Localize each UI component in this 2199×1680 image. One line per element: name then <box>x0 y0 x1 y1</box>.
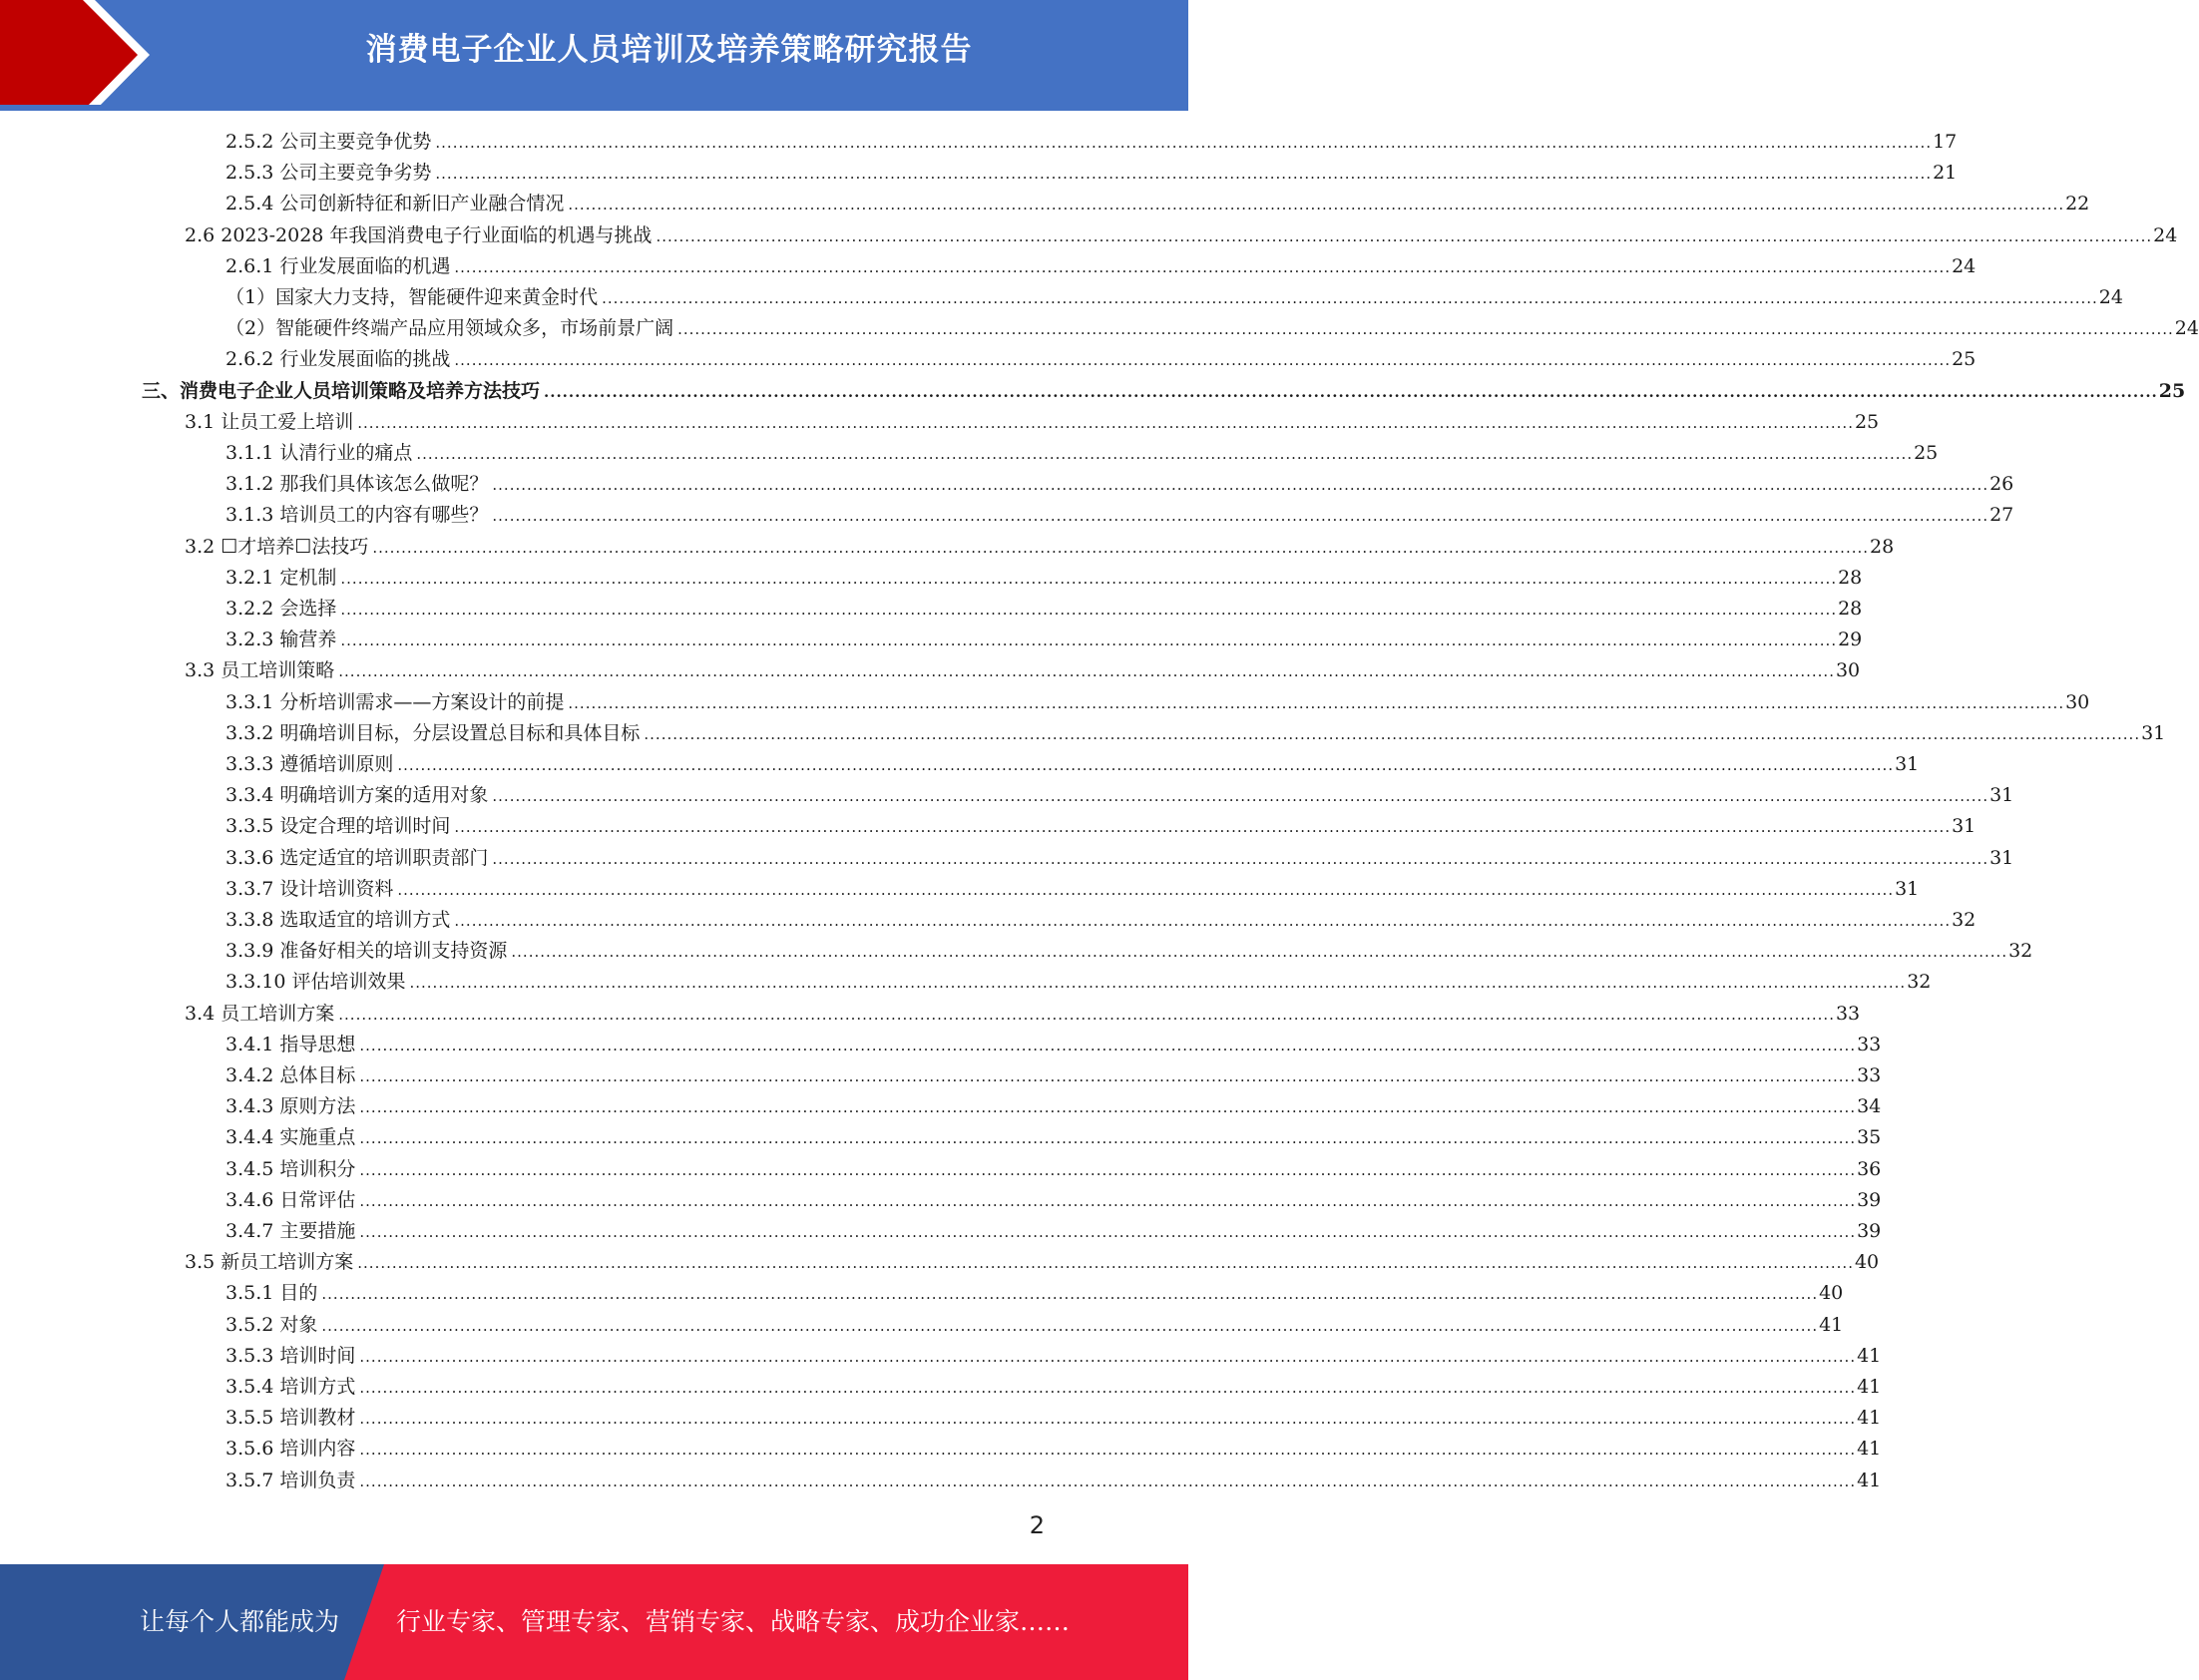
toc-dot-leader: .................................................................................................................................................................................................................................................................... <box>372 538 1870 557</box>
toc-entry-page: 24 <box>1952 254 1977 277</box>
toc-entry-page: 24 <box>2098 286 2123 308</box>
toc-entry-page: 31 <box>1989 846 2014 869</box>
toc-dot-leader: .................................................................................................................................................................................................................................................................... <box>568 196 2065 214</box>
toc-entry-label: 3.5.5 培训教材 <box>225 1407 356 1430</box>
document-title: 消费电子企业人员培训及培养策略研究报告 <box>365 32 973 68</box>
toc-entry-label: 3.5.2 对象 <box>225 1313 318 1336</box>
toc-entry[interactable] <box>225 438 1939 469</box>
toc-entry[interactable] <box>225 189 2090 219</box>
toc-dot-leader: .................................................................................................................................................................................................................................................................... <box>359 1379 1857 1397</box>
toc-entry-label: 2.6.1 行业发展面临的机遇 <box>225 254 451 277</box>
toc-entry[interactable] <box>225 344 1977 375</box>
toc-entry[interactable] <box>225 1341 1882 1372</box>
toc-entry-label: 3.2.3 输营养 <box>225 629 337 651</box>
toc-dot-leader: .................................................................................................................................................................................................................................................................... <box>338 662 1835 681</box>
toc-entry-label: 3.2.1 定机制 <box>225 566 337 589</box>
toc-dot-leader: .................................................................................................................................................................................................................................................................... <box>644 724 2141 743</box>
toc-entry[interactable] <box>225 1030 1882 1060</box>
toc-entry-page: 41 <box>1857 1438 1882 1461</box>
toc-entry[interactable] <box>225 1185 1882 1216</box>
toc-entry-label: （1）国家大力支持，智能硬件迎来黄金时代 <box>225 286 599 308</box>
toc-entry-page: 41 <box>1857 1407 1882 1430</box>
toc-entry-label: 3.3.8 选取适宜的培训方式 <box>225 909 451 931</box>
toc-entry-page: 33 <box>1835 1002 1861 1025</box>
toc-entry[interactable] <box>225 594 1863 625</box>
toc-entry-page: 24 <box>2153 223 2178 246</box>
toc-dot-leader: .................................................................................................................................................................................................................................................................... <box>359 1410 1857 1429</box>
toc-entry[interactable] <box>225 1216 1882 1247</box>
toc-entry[interactable] <box>225 967 1932 998</box>
toc-entry[interactable] <box>225 251 1977 282</box>
toc-entry-label: 3.1.1 认清行业的痛点 <box>225 442 413 464</box>
footer-banner <box>0 1564 1188 1680</box>
toc-entry[interactable] <box>225 749 1920 780</box>
toc-entry[interactable] <box>225 1278 1844 1309</box>
toc-entry[interactable] <box>225 1310 1844 1341</box>
toc-entry[interactable] <box>225 500 2014 531</box>
header-bottom-rule <box>0 105 1188 111</box>
toc-entry-label: 3.3.5 设定合理的培训时间 <box>225 815 451 838</box>
toc-entry[interactable] <box>225 313 2199 344</box>
toc-entry[interactable] <box>142 376 2186 407</box>
toc-entry[interactable] <box>225 625 1863 655</box>
toc-entry-page: 36 <box>1857 1157 1882 1180</box>
toc-entry-page: 40 <box>1819 1282 1844 1305</box>
toc-entry-page: 31 <box>1895 877 1920 900</box>
toc-entry[interactable] <box>225 843 2014 874</box>
toc-entry[interactable] <box>225 127 1958 158</box>
toc-dot-leader: .................................................................................................................................................................................................................................................................... <box>359 1098 1857 1117</box>
toc-dot-leader: .................................................................................................................................................................................................................................................................... <box>340 569 1838 588</box>
toc-entry-label: 3.4.5 培训积分 <box>225 1157 356 1180</box>
toc-entry[interactable] <box>225 469 2014 500</box>
toc-dot-leader: .................................................................................................................................................................................................................................................................... <box>359 1067 1857 1085</box>
toc-dot-leader: .................................................................................................................................................................................................................................................................... <box>359 1129 1857 1148</box>
toc-dot-leader: .................................................................................................................................................................................................................................................................... <box>454 351 1952 370</box>
toc-dot-leader: .................................................................................................................................................................................................................................................................... <box>416 445 1914 463</box>
toc-dot-leader: .................................................................................................................................................................................................................................................................... <box>492 787 1989 806</box>
toc-dot-leader: .................................................................................................................................................................................................................................................................... <box>340 601 1838 619</box>
toc-entry-label: 3.5.4 培训方式 <box>225 1376 356 1398</box>
toc-entry-page: 30 <box>2065 690 2090 713</box>
toc-dot-leader: .................................................................................................................................................................................................................................................................... <box>656 226 2153 245</box>
toc-entry-page: 32 <box>2008 940 2033 963</box>
toc-entry-page: 22 <box>2065 193 2090 215</box>
toc-dot-leader: .................................................................................................................................................................................................................................................................... <box>492 507 1989 526</box>
toc-entry[interactable] <box>225 1154 1882 1185</box>
toc-dot-leader: .................................................................................................................................................................................................................................................................... <box>357 413 1854 432</box>
toc-entry[interactable] <box>225 282 2123 313</box>
toc-entry[interactable] <box>225 718 2166 749</box>
toc-dot-leader: .................................................................................................................................................................................................................................................................... <box>357 1254 1854 1273</box>
toc-entry-label: 3.5.3 培训时间 <box>225 1344 356 1367</box>
footer-slogan-left: 让每个人都能成为 <box>140 1607 340 1636</box>
toc-entry-page: 33 <box>1857 1064 1882 1086</box>
toc-dot-leader: .................................................................................................................................................................................................................................................................... <box>492 476 1989 495</box>
toc-dot-leader: .................................................................................................................................................................................................................................................................... <box>359 1347 1857 1366</box>
toc-entry-label: 3.4.1 指导思想 <box>225 1033 356 1055</box>
toc-entry[interactable] <box>225 1434 1882 1465</box>
toc-entry[interactable] <box>225 1091 1882 1122</box>
toc-entry[interactable] <box>225 811 1977 842</box>
header-red-arrow <box>0 0 138 111</box>
toc-entry-page: 41 <box>1857 1376 1882 1398</box>
toc-dot-leader: .................................................................................................................................................................................................................................................................... <box>359 1471 1857 1490</box>
toc-entry-page: 41 <box>1857 1344 1882 1367</box>
toc-entry-page: 29 <box>1838 629 1863 651</box>
toc-dot-leader: .................................................................................................................................................................................................................................................................... <box>409 974 1907 993</box>
toc-dot-leader: .................................................................................................................................................................................................................................................................... <box>359 1223 1857 1241</box>
toc-entry[interactable] <box>225 1403 1882 1434</box>
toc-entry[interactable] <box>225 780 2014 811</box>
toc-entry-label: 3.5.7 培训负责 <box>225 1469 356 1491</box>
toc-dot-leader: .................................................................................................................................................................................................................................................................... <box>568 693 2065 712</box>
toc-entry-label: 2.5.3 公司主要竞争劣势 <box>225 162 432 185</box>
toc-entry-label: 3.2 ☐才培养☐法技巧 <box>185 535 369 558</box>
toc-entry-label: 3.3.1 分析培训需求——方案设计的前提 <box>225 690 565 713</box>
toc-dot-leader: .................................................................................................................................................................................................................................................................... <box>397 880 1895 899</box>
toc-entry[interactable] <box>185 220 2178 251</box>
toc-dot-leader: .................................................................................................................................................................................................................................................................... <box>359 1191 1857 1210</box>
toc-entry-label: 3.3.4 明确培训方案的适用对象 <box>225 784 489 807</box>
toc-dot-leader: .................................................................................................................................................................................................................................................................... <box>321 1316 1819 1335</box>
toc-entry-page: 41 <box>1857 1469 1882 1491</box>
toc-entry-page: 33 <box>1857 1033 1882 1055</box>
toc-entry[interactable] <box>225 158 1958 189</box>
header-banner <box>0 0 1188 111</box>
toc-entry[interactable] <box>185 532 1895 563</box>
toc-entry-page: 40 <box>1854 1251 1880 1274</box>
toc-entry-page: 28 <box>1870 535 1895 558</box>
toc-entry-label: 3.3 员工培训策略 <box>185 659 335 682</box>
toc-entry[interactable] <box>185 1247 1880 1278</box>
toc-entry[interactable] <box>225 874 1920 905</box>
toc-entry-page: 35 <box>1857 1126 1882 1149</box>
toc-dot-leader: .................................................................................................................................................................................................................................................................... <box>454 912 1952 930</box>
toc-entry-label: （2）智能硬件终端产品应用领域众多，市场前景广阔 <box>225 317 674 340</box>
toc-entry-label: 2.5.2 公司主要竞争优势 <box>225 131 432 153</box>
toc-entry-page: 17 <box>1933 131 1958 153</box>
toc-entry[interactable] <box>185 655 1861 686</box>
toc-dot-leader: .................................................................................................................................................................................................................................................................... <box>359 1441 1857 1460</box>
toc-dot-leader: .................................................................................................................................................................................................................................................................... <box>492 849 1989 868</box>
toc-entry-label: 3.4.3 原则方法 <box>225 1095 356 1118</box>
toc-entry-label: 2.5.4 公司创新特征和新旧产业融合情况 <box>225 193 565 215</box>
toc-entry-page: 31 <box>1952 815 1977 838</box>
toc-entry-page: 25 <box>1914 442 1939 464</box>
toc-entry[interactable] <box>225 936 2033 967</box>
toc-entry-page: 21 <box>1933 162 1958 185</box>
toc-dot-leader: .................................................................................................................................................................................................................................................................... <box>435 165 1933 184</box>
toc-dot-leader: .................................................................................................................................................................................................................................................................... <box>340 631 1838 650</box>
toc-entry-page: 31 <box>2141 721 2166 744</box>
toc-entry-label: 三、消费电子企业人员培训策略及培养方法技巧 <box>142 379 541 402</box>
toc-entry-page: 25 <box>2158 379 2186 402</box>
toc-entry-label: 3.4.2 总体目标 <box>225 1064 356 1086</box>
toc-entry-label: 3.4.7 主要措施 <box>225 1220 356 1242</box>
toc-entry-label: 3.5.1 目的 <box>225 1282 318 1305</box>
toc-dot-leader: .................................................................................................................................................................................................................................................................... <box>397 756 1895 774</box>
toc-dot-leader: .................................................................................................................................................................................................................................................................... <box>454 257 1952 276</box>
toc-entry-page: 28 <box>1838 598 1863 620</box>
toc-entry-page: 31 <box>1989 784 2014 807</box>
toc-entry-label: 3.4.4 实施重点 <box>225 1126 356 1149</box>
toc-entry[interactable] <box>225 1466 1882 1496</box>
toc-dot-leader: .................................................................................................................................................................................................................................................................... <box>511 943 2008 962</box>
toc-entry[interactable] <box>225 1060 1882 1091</box>
toc-entry-label: 3.3.9 准备好相关的培训支持资源 <box>225 940 508 963</box>
toc-dot-leader: .................................................................................................................................................................................................................................................................... <box>454 818 1952 837</box>
toc-entry-label: 3.3.10 评估培训效果 <box>225 971 406 994</box>
toc-entry-label: 3.5 新员工培训方案 <box>185 1251 354 1274</box>
toc-entry-label: 3.1.3 培训员工的内容有哪些？ <box>225 504 489 527</box>
page-number: 2 <box>1029 1511 1045 1539</box>
toc-dot-leader: .................................................................................................................................................................................................................................................................... <box>677 320 2174 339</box>
toc-entry-label: 3.5.6 培训内容 <box>225 1438 356 1461</box>
toc-entry-page: 24 <box>2174 317 2199 340</box>
toc-entry-label: 3.2.2 会选择 <box>225 598 337 620</box>
toc-dot-leader: .................................................................................................................................................................................................................................................................... <box>321 1285 1819 1304</box>
toc-entry[interactable] <box>225 687 2090 718</box>
toc-entry-label: 3.4.6 日常评估 <box>225 1188 356 1211</box>
toc-entry[interactable] <box>185 999 1861 1030</box>
toc-entry-label: 3.3.3 遵循培训原则 <box>225 753 394 775</box>
toc-entry-page: 28 <box>1838 566 1863 589</box>
toc-entry[interactable] <box>185 407 1880 438</box>
toc-entry-page: 32 <box>1907 971 1932 994</box>
toc-dot-leader: .................................................................................................................................................................................................................................................................... <box>338 1005 1835 1024</box>
toc-entry-page: 39 <box>1857 1188 1882 1211</box>
toc-entry-page: 41 <box>1819 1313 1844 1336</box>
toc-entry-label: 2.6 2023-2028 年我国消费电子行业面临的机遇与挑战 <box>185 223 653 246</box>
toc-entry-page: 32 <box>1952 909 1977 931</box>
toc-entry-page: 39 <box>1857 1220 1882 1242</box>
toc-entry[interactable] <box>225 1372 1882 1403</box>
toc-entry-page: 25 <box>1854 410 1880 433</box>
toc-entry-page: 34 <box>1857 1095 1882 1118</box>
toc-dot-leader: .................................................................................................................................................................................................................................................................... <box>544 382 2158 401</box>
toc-entry-label: 3.3.7 设计培训资料 <box>225 877 394 900</box>
toc-entry-label: 3.1.2 那我们具体该怎么做呢？ <box>225 473 489 496</box>
toc-entry-label: 2.6.2 行业发展面临的挑战 <box>225 348 451 371</box>
toc-entry-page: 30 <box>1835 659 1861 682</box>
toc-entry-page: 26 <box>1989 473 2014 496</box>
toc-entry-page: 25 <box>1952 348 1977 371</box>
toc-entry[interactable] <box>225 563 1863 594</box>
toc-entry[interactable] <box>225 905 1977 936</box>
toc-entry-page: 31 <box>1895 753 1920 775</box>
toc-dot-leader: .................................................................................................................................................................................................................................................................... <box>435 134 1933 152</box>
toc-dot-leader: .................................................................................................................................................................................................................................................................... <box>359 1160 1857 1179</box>
toc-entry-label: 3.3.2 明确培训目标，分层设置总目标和具体目标 <box>225 721 641 744</box>
toc-dot-leader: .................................................................................................................................................................................................................................................................... <box>359 1036 1857 1054</box>
toc-dot-leader: .................................................................................................................................................................................................................................................................... <box>602 289 2098 307</box>
toc-entry[interactable] <box>225 1122 1882 1153</box>
toc-entry-label: 3.4 员工培训方案 <box>185 1002 335 1025</box>
toc-entry-page: 27 <box>1989 504 2014 527</box>
footer-slogan-right: 行业专家、管理专家、营销专家、战略专家、成功企业家…… <box>396 1607 1071 1636</box>
toc-entry-label: 3.1 让员工爱上培训 <box>185 410 354 433</box>
toc-entry-label: 3.3.6 选定适宜的培训职责部门 <box>225 846 489 869</box>
